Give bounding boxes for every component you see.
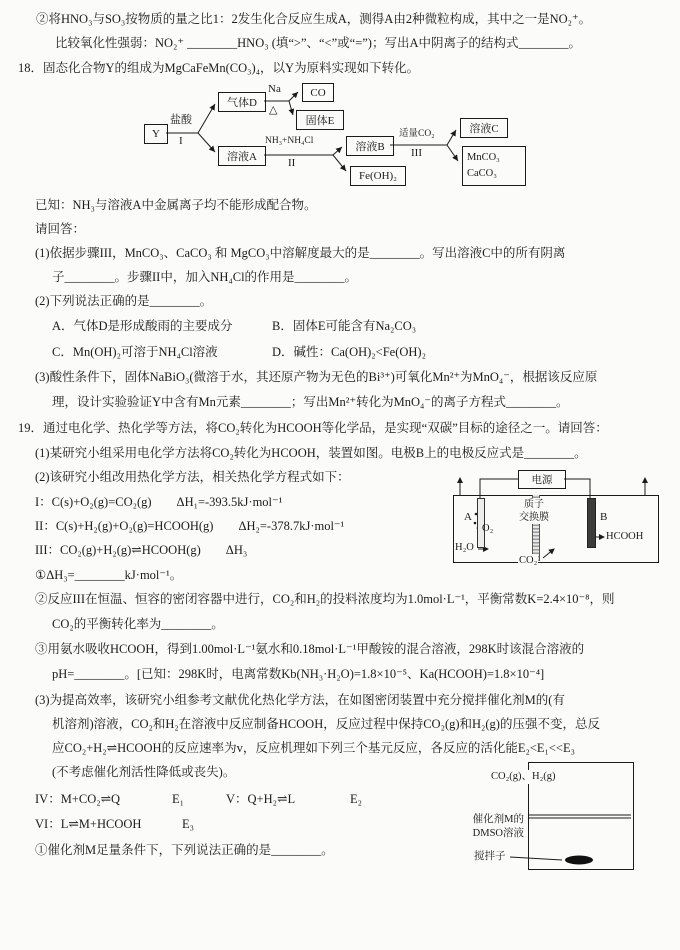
flow-label-step3: III — [411, 147, 422, 159]
q19-part3-line2: 机溶剂)溶液，CO₂和H₂在溶液中反应制备HCOOH，反应过程中保持CO₂(g)和H₂(g)的压强不变，总反 — [52, 717, 600, 731]
flow-box-feoh2: Fe(OH)₂ — [350, 166, 406, 186]
catalyst-label-line2: DMSO溶液 — [472, 827, 524, 839]
flow-label-nh3-nh4cl: NH₃+NH₄Cl — [265, 136, 314, 146]
electrolysis-cell-diagram — [448, 468, 666, 574]
q19-sub2-line1: ②反应III在恒温、恒容的密闭容器中进行，CO₂和H₂的投料浓度均为1.0mol·L⁻¹，平衡常数K=2.4×10⁻⁸，则 — [35, 592, 615, 606]
q18-flowchart — [118, 80, 548, 192]
q18-part3-line2: 理，设计实验验证Y中含有Mn元素________；写出Mn²⁺转化为MnO₄⁻的离子方程式________。 — [52, 395, 569, 409]
q18-prompt: 请回答： — [35, 222, 86, 236]
q19-sub1: ①ΔH₃=________kJ·mol⁻¹。 — [35, 568, 183, 582]
q19-reaction-4: IV：M+CO₂⇌Q — [35, 792, 121, 806]
flow-label-hydrochloric-acid: 盐酸 — [170, 114, 192, 126]
flow-box-solution-b: 溶液B — [346, 136, 394, 156]
flow-label-co2-amount: 适量CO₂ — [399, 129, 435, 139]
flow-box-y: Y — [144, 124, 168, 144]
q19-equation-2: II：C(s)+H₂(g)+O₂(g)=HCOOH(g) ΔH₂=-378.7kJ·mol⁻¹ — [35, 519, 345, 533]
q19-reaction-5: V：Q+H₂⇌L — [226, 792, 296, 806]
question-18-heading: 18．固态化合物Y的组成为MgCaFeMn(CO₃)₄，以Y为原料实现如下转化。 — [18, 61, 420, 75]
h2o-label: H₂O — [455, 542, 474, 553]
q19-equation-3: III：CO₂(g)+H₂(g)⇌HCOOH(g) ΔH₃ — [35, 543, 248, 557]
q19-e3-label: E₃ — [182, 817, 194, 831]
q18-option-a: A．气体D是形成酸雨的主要成分 — [52, 319, 233, 333]
flow-label-step2: II — [288, 157, 296, 169]
flow-box-solid-e: 固体E — [296, 110, 344, 130]
q19-sub3-line1: ③用氨水吸收HCOOH，得到1.00mol·L⁻¹氨水和0.18mol·L⁻¹甲酸铵的混合溶液，298K时该混合溶液的 — [35, 642, 585, 656]
feed-gases-label: CO₂(g)、H₂(g) — [491, 771, 556, 782]
q19-part1: (1)某研究小组采用电化学方法将CO₂转化为HCOOH，装置如图。电极B上的电极反应式是________。 — [35, 446, 587, 460]
electrode-b-label: B — [600, 511, 608, 523]
q19-part3-line3: 应CO₂+H₂⇌HCOOH的反应速率为v，反应机理如下列三个基元反应，各反应的活化能E₂<E₁<<E₃ — [52, 741, 575, 755]
flow-label-step1: I — [179, 135, 183, 147]
q19-sub2-line2: CO₂的平衡转化率为________。 — [52, 617, 224, 631]
flow-box-solution-c: 溶液C — [460, 118, 508, 138]
membrane-label — [510, 498, 558, 524]
q19-equation-1: I：C(s)+O₂(g)=CO₂(g) ΔH₁=-393.5kJ·mol⁻¹ — [35, 495, 283, 509]
q18-option-c: C．Mn(OH)₂可溶于NH₄Cl溶液 — [52, 345, 218, 359]
flow-label-mnco3: MnCO₃ — [467, 152, 500, 164]
q18-option-d: D．碱性：Ca(OH)₂<Fe(OH)₂ — [272, 345, 426, 359]
flow-box-solution-a: 溶液A — [218, 146, 266, 166]
q17-line2: 比较氧化性强弱：NO₂⁺ ________HNO₃ (填“>”、“<”或“=”)；写出A中阴离子的结构式________。 — [55, 36, 581, 50]
q18-option-b: B．固体E可能含有Na₂CO₃ — [272, 319, 417, 333]
q19-part3-line4: (不考虑催化剂活性降低或丧失)。 — [52, 765, 236, 779]
o2-label: O₂ — [482, 523, 494, 534]
membrane-label-line2: 交换膜 — [519, 512, 549, 523]
q19-e1-label: E₁ — [172, 792, 184, 806]
electrode-b — [587, 498, 596, 548]
flow-box-co: CO — [302, 83, 334, 102]
q18-known: 已知：NH₃与溶液A中金属离子均不能形成配合物。 — [35, 198, 317, 212]
co2-label: CO₂ — [519, 555, 538, 566]
flow-label-delta: △ — [269, 104, 278, 116]
power-supply: 电源 — [518, 470, 566, 489]
hcooh-label: HCOOH — [606, 531, 644, 542]
q19-reaction-6: VI：L⇌M+HCOOH — [35, 817, 142, 831]
q18-part1-line2: 子________。步骤II中，加入NH₄Cl的作用是________。 — [52, 270, 358, 284]
q18-part3-line1: (3)酸性条件下，固体NaBiO₃(微溶于水，其还原产物为无色的Bi³⁺)可氧化Mn²⁺为MnO₄⁻，根据该反应原 — [35, 370, 598, 384]
electrode-a-label: A — [464, 511, 472, 523]
q19-part2-intro: (2)该研究小组改用热化学方法，相关热化学方程式如下： — [35, 470, 350, 484]
membrane-label-line1: 质子 — [524, 499, 544, 510]
q19-part3-line1: (3)为提高效率，该研究小组参考文献优化热化学方法，在如图密闭装置中充分搅拌催化剂M的(有 — [35, 693, 565, 707]
q19-e2-label: E₂ — [350, 792, 362, 806]
flow-label-na: Na — [268, 83, 281, 95]
q19-sub3-line2: pH=________。[已知：298K时，电离常数Kb(NH₃·H₂O)=1.8×10⁻⁵、Ka(HCOOH)=1.8×10⁻⁴] — [52, 667, 545, 681]
flow-label-caco3: CaCO₃ — [467, 168, 497, 179]
stir-bar-label: 搅拌子 — [474, 851, 506, 862]
q18-part2: (2)下列说法正确的是________。 — [35, 294, 213, 308]
q18-part1-line1: (1)依据步骤III，MnCO₃、CaCO₃ 和 MgCO₃中溶解度最大的是________。写出溶液C中的所有阴离 — [35, 246, 566, 260]
flow-box-gas-d: 气体D — [218, 92, 266, 112]
flow-box-carbonates — [462, 146, 526, 186]
q17-line1: ②将HNO₃与SO₃按物质的量之比1：2发生化合反应生成A，测得A由2种微粒构成，其中之一是NO₂⁺。 — [36, 12, 592, 26]
catalyst-label-line1: 催化剂M的 — [472, 814, 524, 825]
question-19-heading: 19．通过电化学、热化学等方法，将CO₂转化为HCOOH等化学品，是实现“双碳”目标的途径之一。请回答： — [18, 421, 608, 435]
catalyst-solution-label — [452, 813, 524, 840]
stirred-reactor-diagram — [448, 756, 663, 876]
q19-sub4: ①催化剂M足量条件下，下列说法正确的是________。 — [35, 843, 334, 857]
